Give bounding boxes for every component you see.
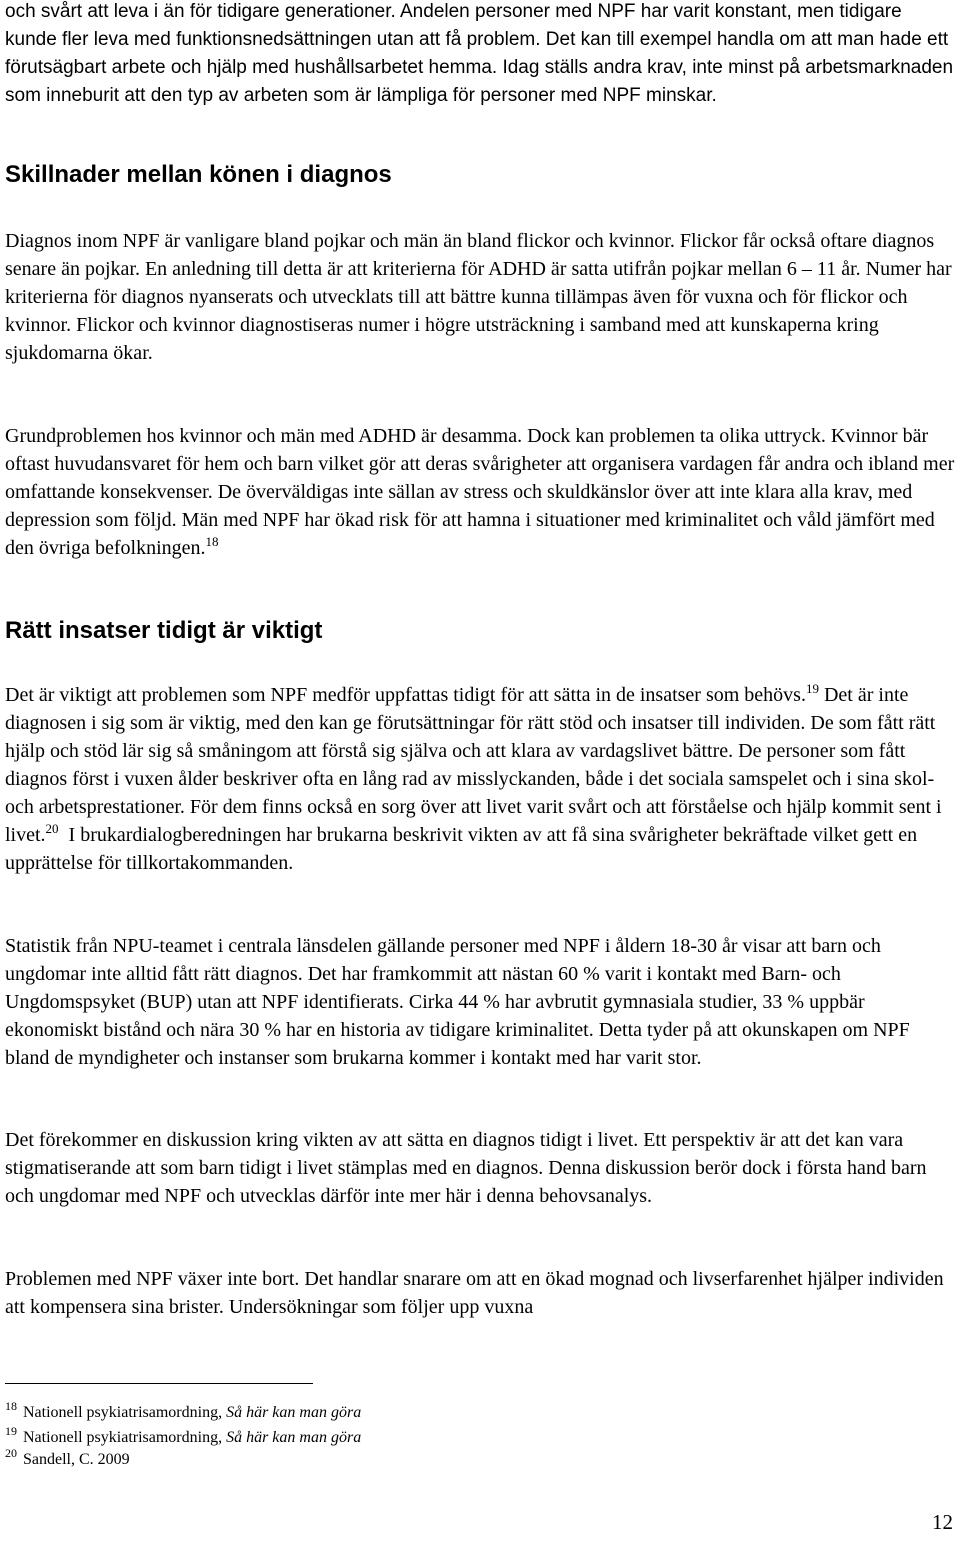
paragraph-npu-statistics: Statistik från NPU-teamet i centrala länsdelen gällande personer med NPF i åldern 18-30 år visar att barn och ungdomar inte alltid fått rätt diagnos. Det har framkommit att nästan 60 % varit i kontakt med Barn- och Ungdomspsyket (BUP) utan att NPF identifierats. Cirka 44 % har avbrutit gymnasiala studier, 33 % uppbär ekonomiskt bistånd och nära 30 % har en historia av tidigare kriminalitet. Detta tyder på att okunskapen om NPF bland de myndigheter och instanser som brukarna kommer i kontakt med har varit stor.: [5, 935, 910, 1069]
footnote-ref-18[interactable]: 18: [205, 534, 219, 549]
intro-paragraph: och svårt att leva i än för tidigare generationer. Andelen personer med NPF har varit konstant, men tidigare kunde fler leva med funktionsnedsättningen utan att få problem. Det kan till exempel handla om att man hade ett förutsägbart arbete och hjälp med hushållsarbetet hemma. Idag ställs andra krav, inte minst på arbetsmarknaden som inneburit att den typ av arbeten som är lämpliga för personer med NPF minskar.: [5, 1, 954, 106]
paragraph-diagnosis-gender: Diagnos inom NPF är vanligare bland pojkar och män än bland flickor och kvinnor. Flickor får också oftare diagnos senare än pojkar. En anledning till detta är att kriterierna för ADHD är satta utifrån pojkar mellan 6 – 11 år. Numer har kriterierna för diagnos nyanserats och utvecklats till att bättre kunna tillämpas även för vuxna och för flickor och kvinnor. Flickor och kvinnor diagnostiseras numer i högre utsträckning i samband med att kunskaperna kring sjukdomarna ökar.: [5, 230, 952, 364]
footnote-20: [5, 1446, 130, 1470]
footnote-19: [5, 1424, 362, 1448]
paragraph-adhd-problems: [5, 422, 955, 562]
paragraph-diagnosis-discussion: Det förekommer en diskussion kring vikten av att sätta en diagnos tidigt i livet. Ett perspektiv är att det kan vara stigmatiserande att som barn tidigt i livet stämplas med en diagnos. Denna diskussion berör dock i första hand barn och ungdomar med NPF och utvecklas därför inte mer här i denna behovsanalys.: [5, 1129, 927, 1207]
paragraph-early-detection: [5, 681, 955, 877]
footnote-author: Sandell, C. 2009: [23, 1451, 130, 1468]
footnote-title: Så här kan man göra: [226, 1404, 362, 1421]
paragraph-early-detection-a: Det är viktigt att problemen som NPF medför uppfattas tidigt för att sätta in de insatser som behövs.: [5, 684, 806, 706]
footnote-18: [5, 1399, 362, 1423]
footnote-number: 18: [5, 1399, 17, 1413]
section-heading-early-interventions: Rätt insatser tidigt är viktigt: [5, 617, 323, 644]
paragraph-early-detection-b: Det är inte diagnosen i sig som är viktig, med den kan ge förutsättningar för rätt stöd och insatser till individen. De som fått rätt hjälp och stöd lär sig så småningom att förstå sig själva och att klara av vardagslivet bättre. De personer som fått diagnos först i vuxen ålder beskriver ofta en lång rad av misslyckanden, både i det sociala samspelet och i sina skol- och arbetsprestationer. För dem finns också en sorg över att livet varit svårt och att förståelse och hjälp kommit sent i livet.: [5, 684, 942, 846]
footnote-author: Nationell psykiatrisamordning,: [23, 1429, 227, 1446]
footnote-number: 20: [5, 1446, 17, 1460]
paragraph-early-detection-c: I brukardialogberedningen har brukarna beskrivit vikten av att få sina svårigheter bekräftade vilket gett en upprättelse för tillkortakommanden.: [5, 824, 923, 874]
document-page: [5, 0, 955, 1543]
paragraph-adhd-problems-body: Grundproblemen hos kvinnor och män med ADHD är desamma. Dock kan problemen ta olika uttryck. Kvinnor bär oftast huvudansvaret för hem och barn vilket gör att deras svårigheter att organisera vardagen får andra och ibland mer omfattande konsekvenser. De överväldigas inte sällan av stress och skuldkänslor över att inte klara alla krav, med depression som följd. Män med NPF har ökad risk för att hamna i situationer med kriminalitet och våld jämfört med den övriga befolkningen.: [5, 425, 955, 559]
page-number: 12: [932, 1510, 953, 1534]
section-heading-gender-differences: Skillnader mellan könen i diagnos: [5, 161, 392, 188]
footnote-ref-20[interactable]: 20: [45, 821, 59, 836]
footnote-separator: [5, 1383, 313, 1384]
footnote-ref-19[interactable]: 19: [805, 681, 819, 696]
paragraph-npf-not-outgrown: Problemen med NPF växer inte bort. Det handlar snarare om att en ökad mognad och livserfarenhet hjälper individen att kompensera sina brister. Undersökningar som följer upp vuxna: [5, 1268, 944, 1318]
footnote-title: Så här kan man göra: [226, 1429, 362, 1446]
footnote-number: 19: [5, 1424, 17, 1438]
footnote-author: Nationell psykiatrisamordning,: [23, 1404, 227, 1421]
